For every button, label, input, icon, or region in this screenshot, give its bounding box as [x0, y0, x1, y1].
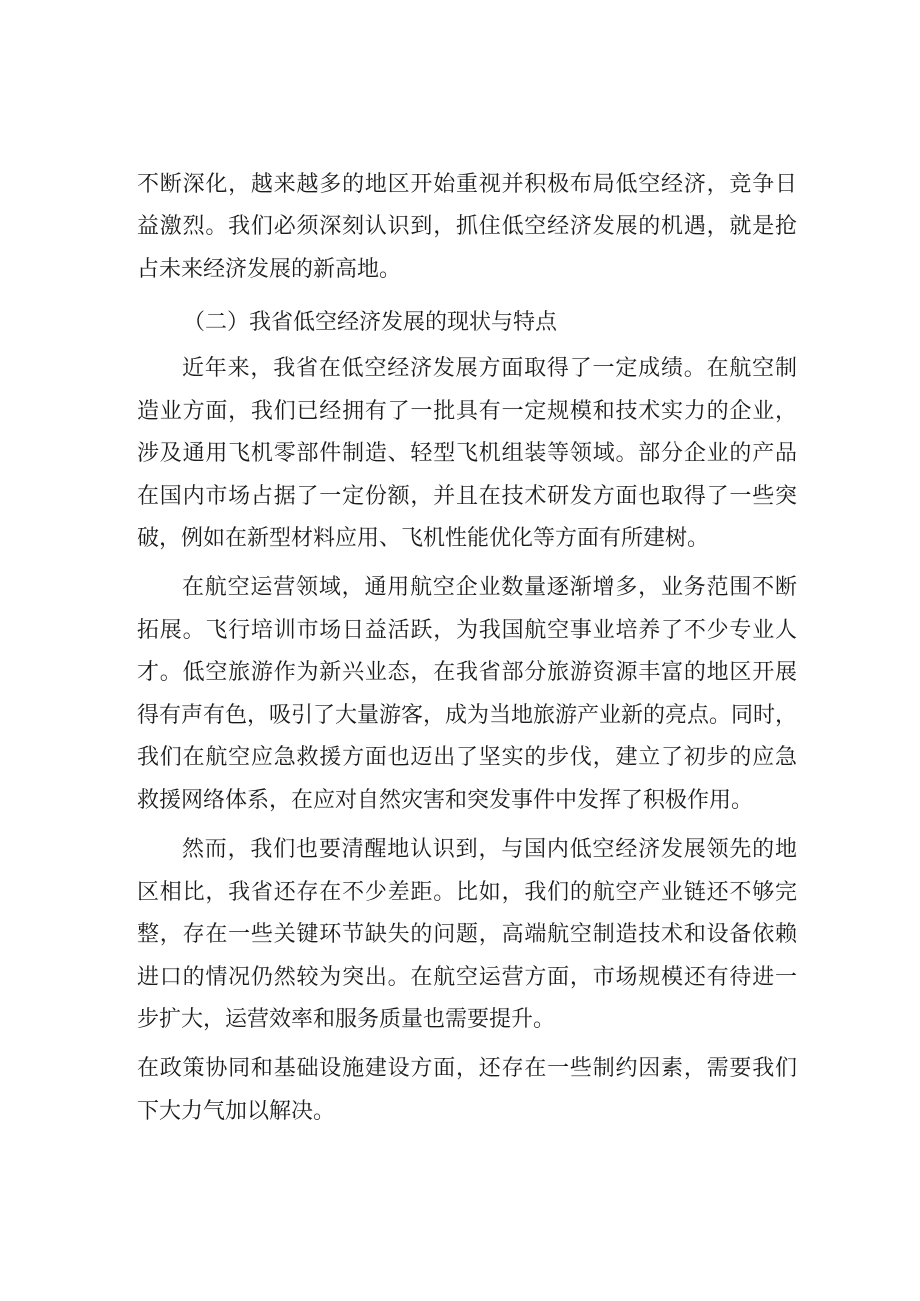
paragraph-4-line-1: 然而，我们也要清醒地认识到，与国内低空经济发展领先的地 — [182, 837, 797, 862]
paragraph-3-line-1: 在航空运营领域，通用航空企业数量逐渐增多，业务范围不断 — [182, 575, 797, 600]
paragraph-1-line-2: 益激烈。我们必须深刻认识到，抓住低空经济发展的机遇，就是抢 — [137, 214, 797, 239]
paragraph-3-line-4: 得有声有色，吸引了大量游客，成为当地旅游产业新的亮点。同时， — [137, 703, 798, 728]
section-heading: （二）我省低空经济发展的现状与特点 — [183, 310, 558, 335]
paragraph-5-line-2: 下大力气加以解决。 — [137, 1099, 336, 1124]
paragraph-3-line-6: 救援网络体系，在应对自然灾害和突发事件中发挥了积极作用。 — [137, 788, 754, 813]
paragraph-4-line-2: 区相比，我省还存在不少差距。比如，我们的航空产业链还不够完 — [137, 880, 797, 905]
paragraph-2-line-2: 造业方面，我们已经拥有了一批具有一定规模和技术实力的企业， — [137, 399, 797, 424]
paragraph-3-line-5: 我们在航空应急救援方面也迈出了坚实的步伐，建立了初步的应急 — [137, 745, 797, 770]
paragraph-2-line-1: 近年来，我省在低空经济发展方面取得了一定成绩。在航空制 — [182, 356, 797, 381]
paragraph-5-line-1: 在政策协同和基础设施建设方面，还存在一些制约因素，需要我们 — [137, 1056, 797, 1081]
paragraph-2-line-4: 在国内市场占据了一定份额，并且在技术研发方面也取得了一些突 — [137, 484, 797, 509]
paragraph-4-line-5: 步扩大，运营效率和服务质量也需要提升。 — [137, 1007, 556, 1032]
paragraph-1-line-1: 不断深化，越来越多的地区开始重视并积极布局低空经济，竞争日 — [137, 172, 797, 197]
paragraph-3-line-3: 才。低空旅游作为新兴业态，在我省部分旅游资源丰富的地区开展 — [137, 660, 797, 685]
paragraph-2-line-3: 涉及通用飞机零部件制造、轻型飞机组装等领域。部分企业的产品 — [137, 441, 797, 466]
paragraph-4-line-4: 进口的情况仍然较为突出。在航空运营方面，市场规模还有待进一 — [137, 965, 797, 990]
paragraph-4-line-3: 整，存在一些关键环节缺失的问题，高端航空制造技术和设备依赖 — [137, 922, 797, 947]
paragraph-1-line-3: 占未来经济发展的新高地。 — [137, 257, 402, 282]
paragraph-3-line-2: 拓展。飞行培训市场日益活跃，为我国航空事业培养了不少专业人 — [137, 618, 797, 643]
paragraph-2-line-5: 破，例如在新型材料应用、飞机性能优化等方面有所建树。 — [137, 526, 710, 551]
